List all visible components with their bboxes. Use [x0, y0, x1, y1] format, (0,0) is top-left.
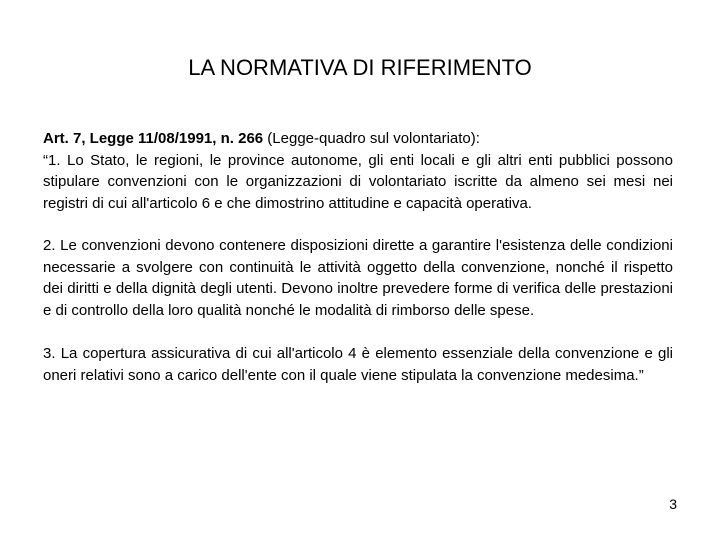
- page-number: 3: [669, 496, 677, 512]
- slide-title: LA NORMATIVA DI RIFERIMENTO: [188, 55, 532, 80]
- paragraph-1: “1. Lo Stato, le regioni, le province autonome, gli enti locali e gli altri enti pubblici possono stipulare convenzioni con le organizzazioni di volontariato iscritte da almeno sei mesi nei registri di cui all'articolo 6 e che dimostrino attitudine e capacità operativa.: [43, 151, 673, 212]
- reference-line: [43, 128, 673, 150]
- law-description: (Legge-quadro sul volontariato):: [263, 130, 480, 147]
- law-citation: Art. 7, Legge 11/08/1991, n. 266: [43, 130, 264, 147]
- paragraph-3: 3. La copertura assicurativa di cui all'articolo 4 è elemento essenziale della convenzione e gli oneri relativi sono a carico dell'ente con il quale viene stipulata la convenzione medesima.”: [43, 345, 673, 384]
- slide-body: [43, 128, 673, 386]
- paragraph-2: 2. Le convenzioni devono contenere disposizioni dirette a garantire l'esistenza delle condizioni necessarie a svolgere con continuità le attività oggetto della convenzione, nonché il rispetto dei diritti e della dignità degli utenti. Devono inoltre prevedere forme di verifica delle prestazioni e di controllo della loro qualità nonché le modalità di rimborso delle spese.: [43, 237, 673, 319]
